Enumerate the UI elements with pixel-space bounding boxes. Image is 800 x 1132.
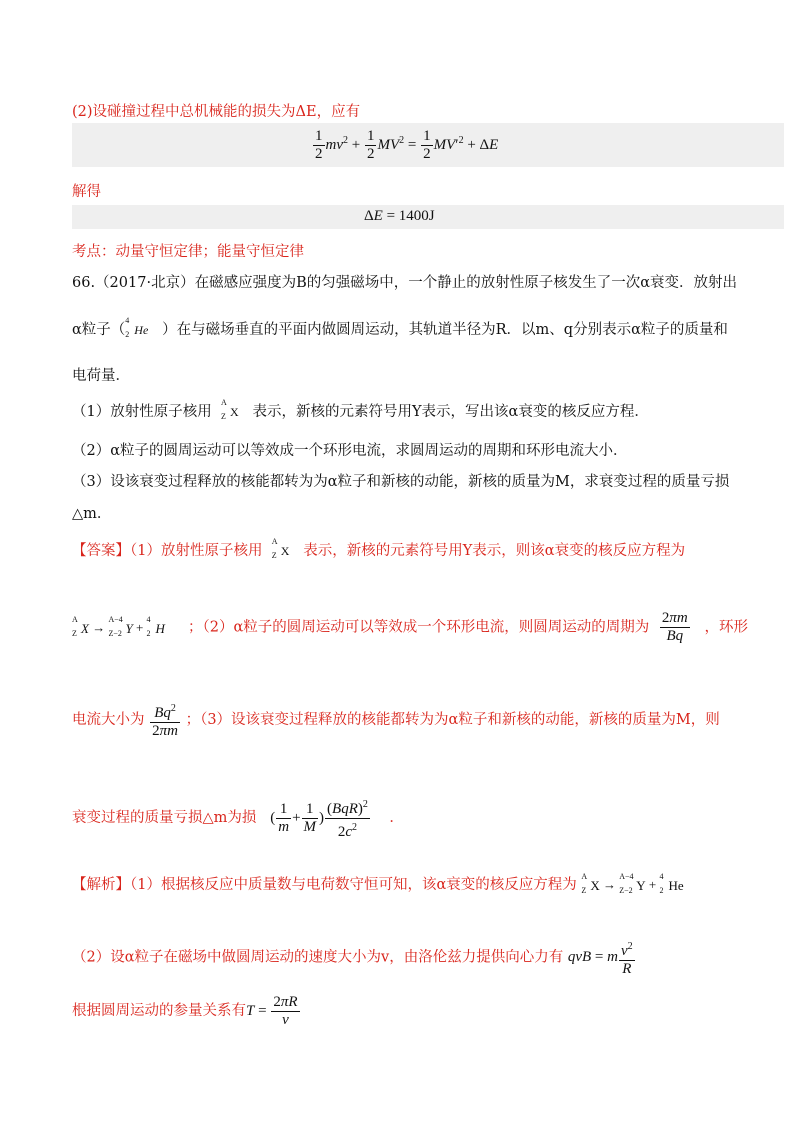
question-3-line-2: △m． [72, 506, 112, 522]
analysis-line-2: （2）设α粒子在磁场中做圆周运动的速度大小为v，由洛伦兹力提供向心力有 qvB = m $\frac{v^2}{R}$ [72, 938, 636, 978]
question-3-line-1: （3）设该衰变过程释放的核能都转为为α粒子和新核的动能，新核的质量为M，求衰变过程的质量亏损 [72, 474, 730, 490]
analysis-reaction-equation: A Z X → A−4 Z−2 Y + 4 2 He [581, 872, 684, 896]
problem-line-2: α粒子（ 4 2 He ）在与磁场垂直的平面内做圆周运动，其轨道半径为R．以m、q分别表示α粒子的质量和 [72, 315, 728, 339]
problem-line-1: 66.（2017·北京）在磁感应强度为B的匀强磁场中，一个静止的放射性原子核发生了一次α衰变．放射出 [72, 275, 738, 291]
answer-line-3: 电流大小为 $\frac{Bq^2}{2\pi m}$ ；（3）设该衰变过程释放的核能都转为为α粒子和新核的动能，新核的质量为M，则 [72, 700, 720, 740]
equation-band-energy [72, 123, 784, 167]
mass-defect-formula: ( $\frac{1}{m}$ + $\frac{1}{M}$ ) $\frac{(BqR)^2}{2c^2}$ [270, 810, 371, 826]
energy-equation: $\frac{1}{2}$ $mv^2$ + $\frac{1}{2}$ $MV^2$ = $\frac{1}{2}$ $MV'^2 + \Delta E$ [315, 128, 499, 162]
section2-intro: (2)设碰撞过程中总机械能的损失为ΔE，应有 [72, 104, 361, 120]
answer-line-2: A Z X → A−4 Z−2 Y + 4 2 H ；（2）α粒子的圆周运动可以等效成一个环形电流，则圆周运动的周期为 $\frac{2\pi m}{Bq}$ ，环形 [72, 610, 749, 644]
topic-line: 考点：动量守恒定律；能量守恒定律 [72, 244, 304, 260]
question-2: （2）α粒子的圆周运动可以等效成一个环形电流，求圆周运动的周期和环形电流大小． [72, 443, 628, 459]
alpha-particle-symbol: 4 2 He [125, 315, 149, 339]
question-1: （1）放射性原子核用 A Z X 表示，新核的元素符号用Y表示，写出该α衰变的核反应方程． [72, 397, 649, 421]
result-equation: ΔE = 1400J [364, 208, 435, 224]
answer-line-4: 衰变过程的质量亏损△m为损 ( $\frac{1}{m}$ + $\frac{1}{M}$ ) $\frac{(BqR)^2}{2c^2}$ ． [72, 796, 404, 841]
nuclear-reaction-equation: A Z X → A−4 Z−2 Y + 4 2 H [72, 614, 165, 638]
lorentz-force-equation: qvB = m $\frac{v^2}{R}$ [568, 949, 636, 965]
analysis-line-1: 【解析】（1）根据核反应中质量数与电荷数守恒可知，该α衰变的核反应方程为 A Z X → A−4 Z−2 Y + 4 2 He [72, 872, 684, 896]
solve-label: 解得 [72, 184, 101, 200]
answer-line-1: 【答案】（1）放射性原子核用 A Z X 表示，新核的元素符号用Y表示，则该α衰变的核反应方程为 [72, 536, 686, 560]
problem-line-3: 电荷量． [72, 368, 130, 384]
period-formula: $\frac{2\pi m}{Bq}$ [661, 610, 688, 644]
period-relation-equation: T = $\frac{2\pi R}{v}$ [246, 994, 298, 1028]
equation-band-result [72, 205, 784, 229]
current-formula: $\frac{Bq^2}{2\pi m}$ [150, 700, 180, 740]
analysis-line-3: 根据圆周运动的参量关系有T = $\frac{2\pi R}{v}$ [72, 994, 301, 1029]
